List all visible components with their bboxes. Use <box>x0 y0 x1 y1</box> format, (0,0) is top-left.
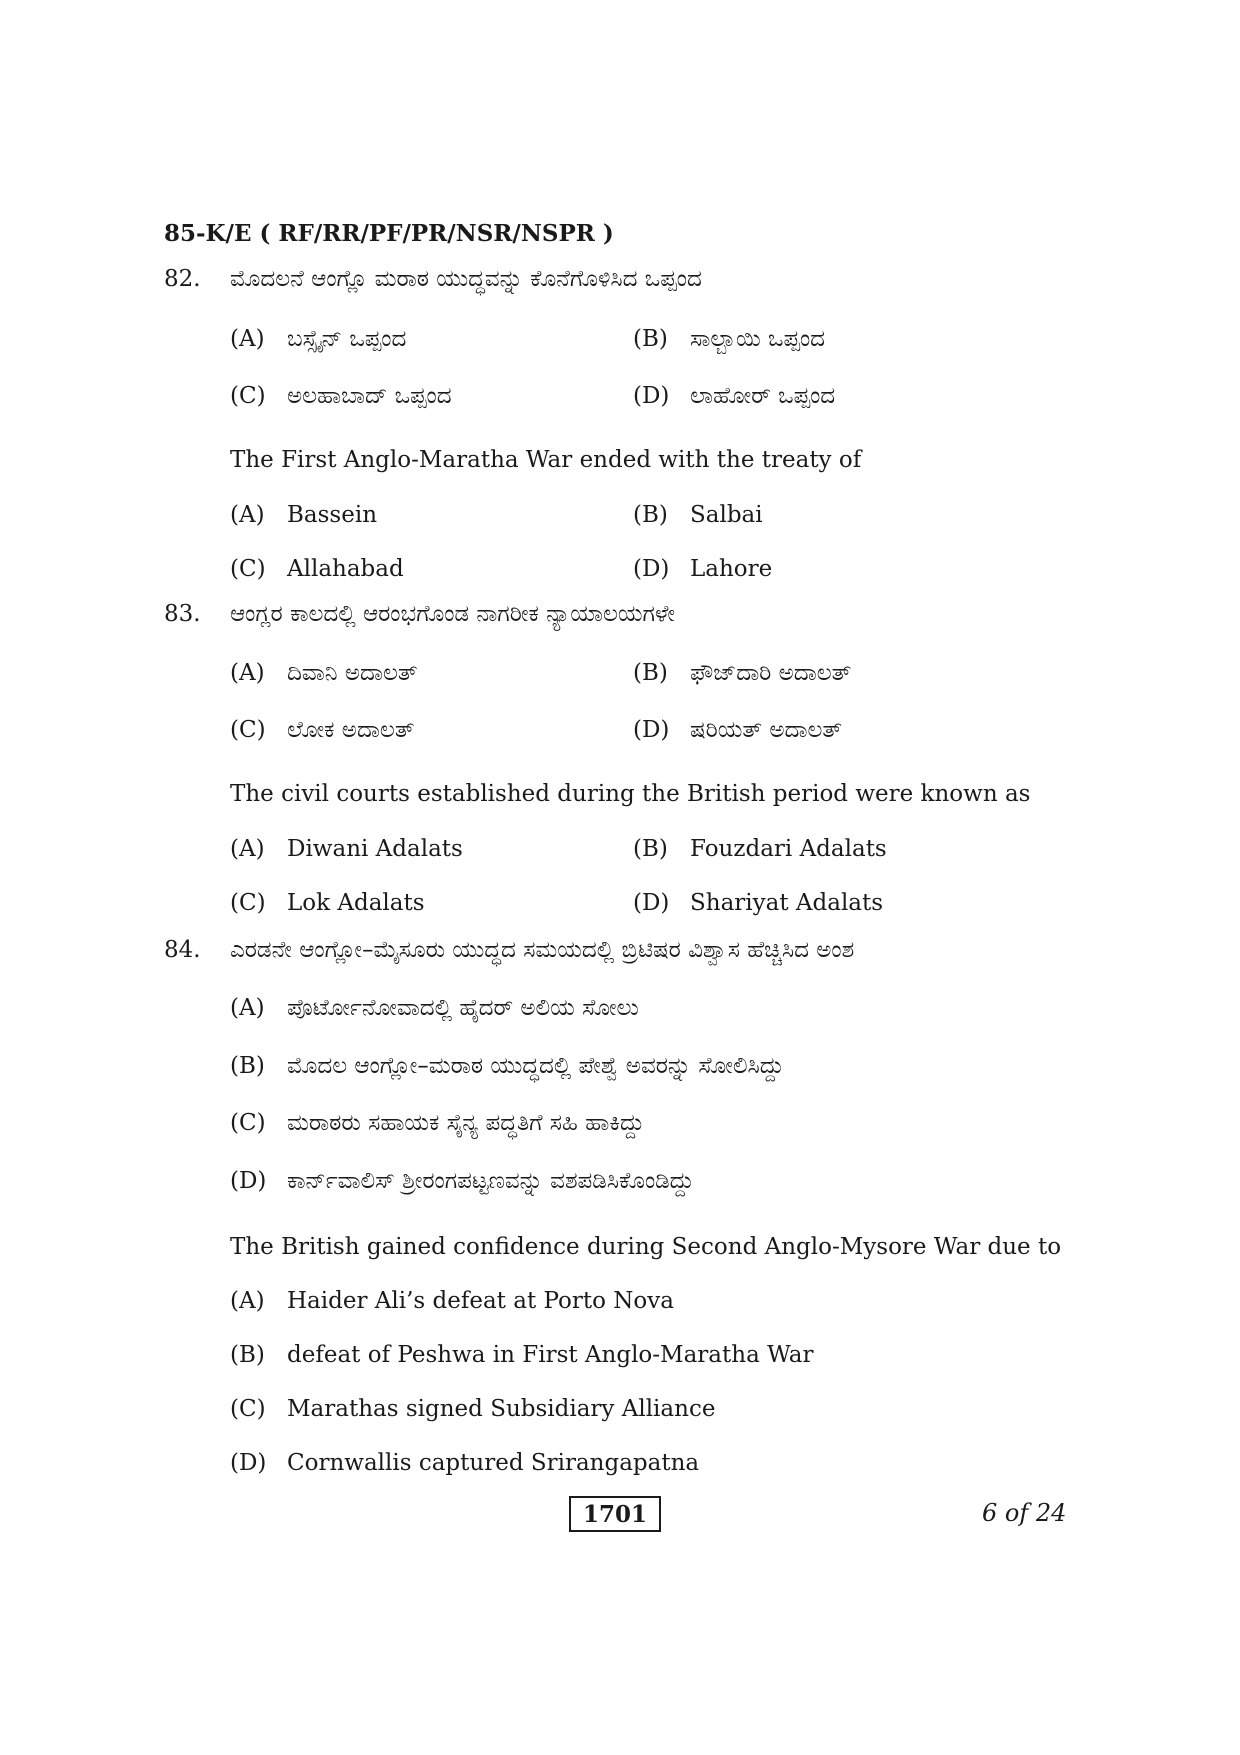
option-label: (B) <box>230 1053 265 1079</box>
question-number: 83. <box>164 601 201 627</box>
option-text-english: Allahabad <box>287 556 404 582</box>
page-of: of <box>1004 1499 1029 1527</box>
option-text-english: Shariyat Adalats <box>690 890 884 916</box>
page-total: 24 <box>1035 1499 1067 1527</box>
option-text-english: Diwani Adalats <box>287 836 463 862</box>
option-text-kannada: ಫೌಜ್‌ದಾರಿ ಅದಾಲತ್ <box>690 660 852 686</box>
option-label: (B) <box>633 326 668 352</box>
option-text-english: Fouzdari Adalats <box>690 836 887 862</box>
option-text-english: Bassein <box>287 502 378 528</box>
option-text-english: Lok Adalats <box>287 890 425 916</box>
option-text-english: Salbai <box>690 502 763 528</box>
option-label: (D) <box>633 383 670 409</box>
option-text-english: defeat of Peshwa in First Anglo-Maratha War <box>287 1342 814 1368</box>
option-label: (A) <box>230 995 265 1021</box>
option-label: (C) <box>230 890 266 916</box>
paper-code-header: 85-K/E ( RF/RR/PF/PR/NSR/NSPR ) <box>164 220 614 247</box>
option-text-kannada: ಅಲಹಾಬಾದ್ ಒಪ್ಪಂದ <box>287 383 452 409</box>
option-label: (A) <box>230 1288 265 1314</box>
option-text-kannada: ಲೋಕ ಅದಾಲತ್ <box>287 717 415 743</box>
option-label: (C) <box>230 717 266 743</box>
page-current: 6 <box>982 1499 998 1527</box>
question-booklet-code: 1701 <box>569 1496 661 1532</box>
option-label: (C) <box>230 1110 266 1136</box>
option-label: (B) <box>633 502 668 528</box>
option-label: (C) <box>230 556 266 582</box>
option-label: (B) <box>633 836 668 862</box>
question-text-kannada: ಮೊದಲನೆ ಆಂಗ್ಲೊ ಮರಾಠ ಯುದ್ಧವನ್ನು ಕೊನೆಗೊಳಿಸಿದ ಒಪ್ಪಂದ <box>230 266 702 292</box>
option-text-kannada: ದಿವಾನಿ ಅದಾಲತ್ <box>287 660 418 686</box>
option-text-kannada: ಸಾಲ್ಬಾಯಿ ಒಪ್ಪಂದ <box>690 326 826 352</box>
page-number <box>982 1499 1066 1527</box>
option-text-kannada: ಷರಿಯತ್ ಅದಾಲತ್ <box>690 717 843 743</box>
question-text-kannada: ಎರಡನೇ ಆಂಗ್ಲೋ–ಮೈಸೂರು ಯುದ್ಧದ ಸಮಯದಲ್ಲಿ ಬ್ರಿಟಿಷರ ವಿಶ್ವಾಸ ಹೆಚ್ಚಿಸಿದ ಅಂಶ <box>230 937 855 963</box>
option-text-english: Haider Ali’s defeat at Porto Nova <box>287 1288 674 1314</box>
option-label: (C) <box>230 383 266 409</box>
option-label: (A) <box>230 326 265 352</box>
option-text-kannada: ಮರಾಠರು ಸಹಾಯಕ ಸೈನ್ಯ ಪದ್ಧತಿಗೆ ಸಹಿ ಹಾಕಿದ್ದು <box>287 1110 645 1136</box>
question-text-english: The civil courts established during the British period were known as <box>230 781 1031 807</box>
option-label: (D) <box>633 717 670 743</box>
option-label: (D) <box>633 890 670 916</box>
option-label: (D) <box>230 1168 267 1194</box>
option-label: (D) <box>633 556 670 582</box>
question-text-kannada: ಆಂಗ್ಲರ ಕಾಲದಲ್ಲಿ ಆರಂಭಗೊಂಡ ನಾಗರೀಕ ನ್ಯಾಯಾಲಯಗಳೇ <box>230 601 676 627</box>
option-text-kannada: ಮೊದಲ ಆಂಗ್ಲೋ–ಮರಾಠ ಯುದ್ಧದಲ್ಲಿ ಪೇಶ್ವೆ ಅವರನ್ನು ಸೋಲಿಸಿದ್ದು <box>287 1053 784 1079</box>
question-number: 84. <box>164 937 201 963</box>
option-label: (D) <box>230 1450 267 1476</box>
option-text-kannada: ಬಸ್ಸೈನ್ ಒಪ್ಪಂದ <box>287 326 407 352</box>
option-text-kannada: ಲಾಹೋರ್ ಒಪ್ಪಂದ <box>690 383 836 409</box>
option-label: (C) <box>230 1396 266 1422</box>
question-number: 82. <box>164 266 201 292</box>
question-text-english: The British gained confidence during Second Anglo-Mysore War due to <box>230 1234 1062 1260</box>
option-text-kannada: ಪೊರ್ಟೋನೋವಾದಲ್ಲಿ ಹೈದರ್ ಅಲಿಯ ಸೋಲು <box>287 995 639 1021</box>
option-text-english: Cornwallis captured Srirangapatna <box>287 1450 700 1476</box>
option-label: (A) <box>230 836 265 862</box>
question-text-english: The First Anglo-Maratha War ended with the treaty of <box>230 447 862 473</box>
option-text-kannada: ಕಾರ್ನ್‌ವಾಲಿಸ್ ಶ್ರೀರಂಗಪಟ್ಟಣವನ್ನು ವಶಪಡಿಸಿಕೊಂಡಿದ್ದು <box>287 1168 694 1194</box>
option-text-english: Lahore <box>690 556 773 582</box>
option-label: (B) <box>633 660 668 686</box>
option-label: (B) <box>230 1342 265 1368</box>
option-label: (A) <box>230 660 265 686</box>
option-label: (A) <box>230 502 265 528</box>
option-text-english: Marathas signed Subsidiary Alliance <box>287 1396 716 1422</box>
